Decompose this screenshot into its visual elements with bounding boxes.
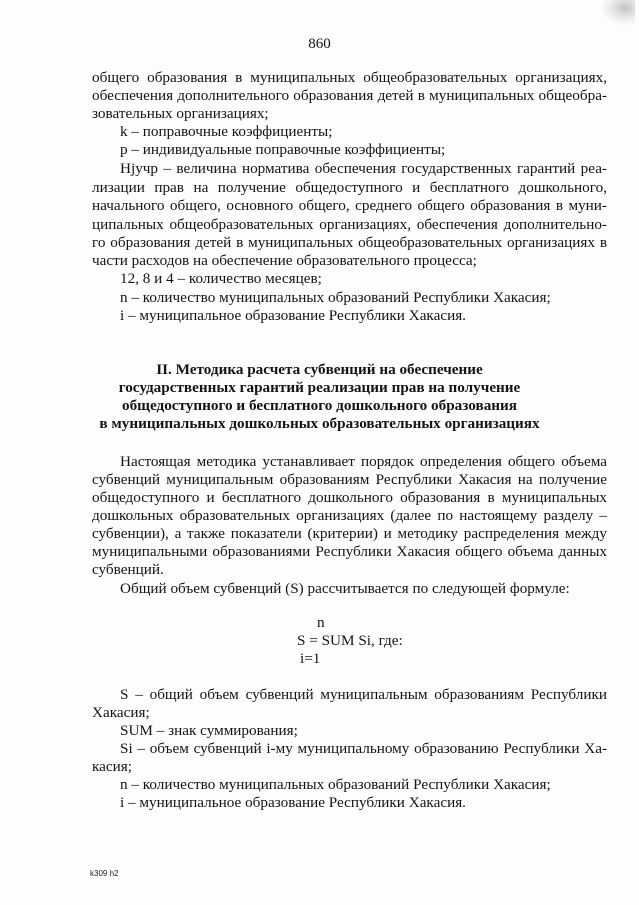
definition-nijuchr-line: Нjучр – величина норматива обеспечения государственных гарантий реа- [120,160,607,177]
formula-intro: Общий объем субвенций (S) рассчитывается по следующей формуле: [120,580,570,597]
intro-line: общего образования в муниципальных общеобразовательных организациях, [92,69,607,86]
legend-line: Si – объем субвенций i-му муниципальному образованию Республики Ха- [120,740,607,757]
definition-n: n – количество муниципальных образований Республики Хакасия; [120,289,551,306]
paragraph-line: субвенций. [92,561,164,578]
definition-i: i – муниципальное образование Республики Хакасия. [120,307,466,324]
section-heading-line: II. Методика расчета субвенций на обеспечение [156,361,483,378]
definition-k: k – поправочные коэффициенты; [120,123,333,140]
section-heading-line: общедоступного и бесплатного дошкольного образования [121,397,518,414]
section-heading-line: государственных гарантий реализации прав на получение [118,379,521,396]
definition-nijuchr-line: части расходов на обеспечение образовательного процесса; [92,252,477,269]
paragraph-line: субвенций муниципальным образованиям Республики Хакасия на получение [92,471,607,488]
intro-line: зовательных организациях; [92,105,269,122]
formula-main: S = SUM Si, где: [297,632,403,649]
definition-months: 12, 8 и 4 – количество месяцев; [120,270,322,287]
paragraph-line: Настоящая методика устанавливает порядок определения общего объема [120,453,607,470]
footer-code: k309 h2 [90,869,119,878]
definition-nijuchr-line: начального общего, основного общего, среднего общего образования в муни- [92,197,607,214]
legend-line: i – муниципальное образование Республики Хакасия. [120,794,466,811]
paragraph-line: муниципальными образованиями Республики Хакасия общего объема данных [92,543,607,560]
definition-nijuchr-line: лизации прав на получение общедоступного и бесплатного дошкольного, [92,179,607,196]
legend-line: Хакасия; [92,704,150,721]
scan-smudge [601,0,635,26]
page-number: 860 [308,36,331,52]
paragraph-line: дошкольных образовательных организациях (далее по настоящему разделу – [92,507,607,524]
legend-line: SUM – знак суммирования; [120,722,298,739]
legend-line: n – количество муниципальных образований Республики Хакасия; [120,776,551,793]
definition-nijuchr-line: ципальных общеобразовательных организациях, обеспечения дополнительно- [92,216,607,233]
paragraph-line: субвенции), а также показатели (критерии) и методику распределения между [92,525,607,542]
paragraph-line: общедоступного и бесплатного дошкольного образования в муниципальных [92,489,607,506]
section-heading-line: в муниципальных дошкольных образовательных организациях [99,415,540,432]
legend-line: касия; [92,758,132,775]
formula-lower-limit: i=1 [300,650,321,667]
definition-nijuchr-line: го образования детей в муниципальных общеобразовательных организациях в [92,234,607,251]
legend-line: S – общий объем субвенций муниципальным образованиям Республики [120,686,607,703]
definition-p: p – индивидуальные поправочные коэффициенты; [120,141,446,158]
formula-upper-limit: n [317,614,325,631]
intro-line: обеспечения дополнительного образования детей в муниципальных общеобра- [92,87,607,104]
